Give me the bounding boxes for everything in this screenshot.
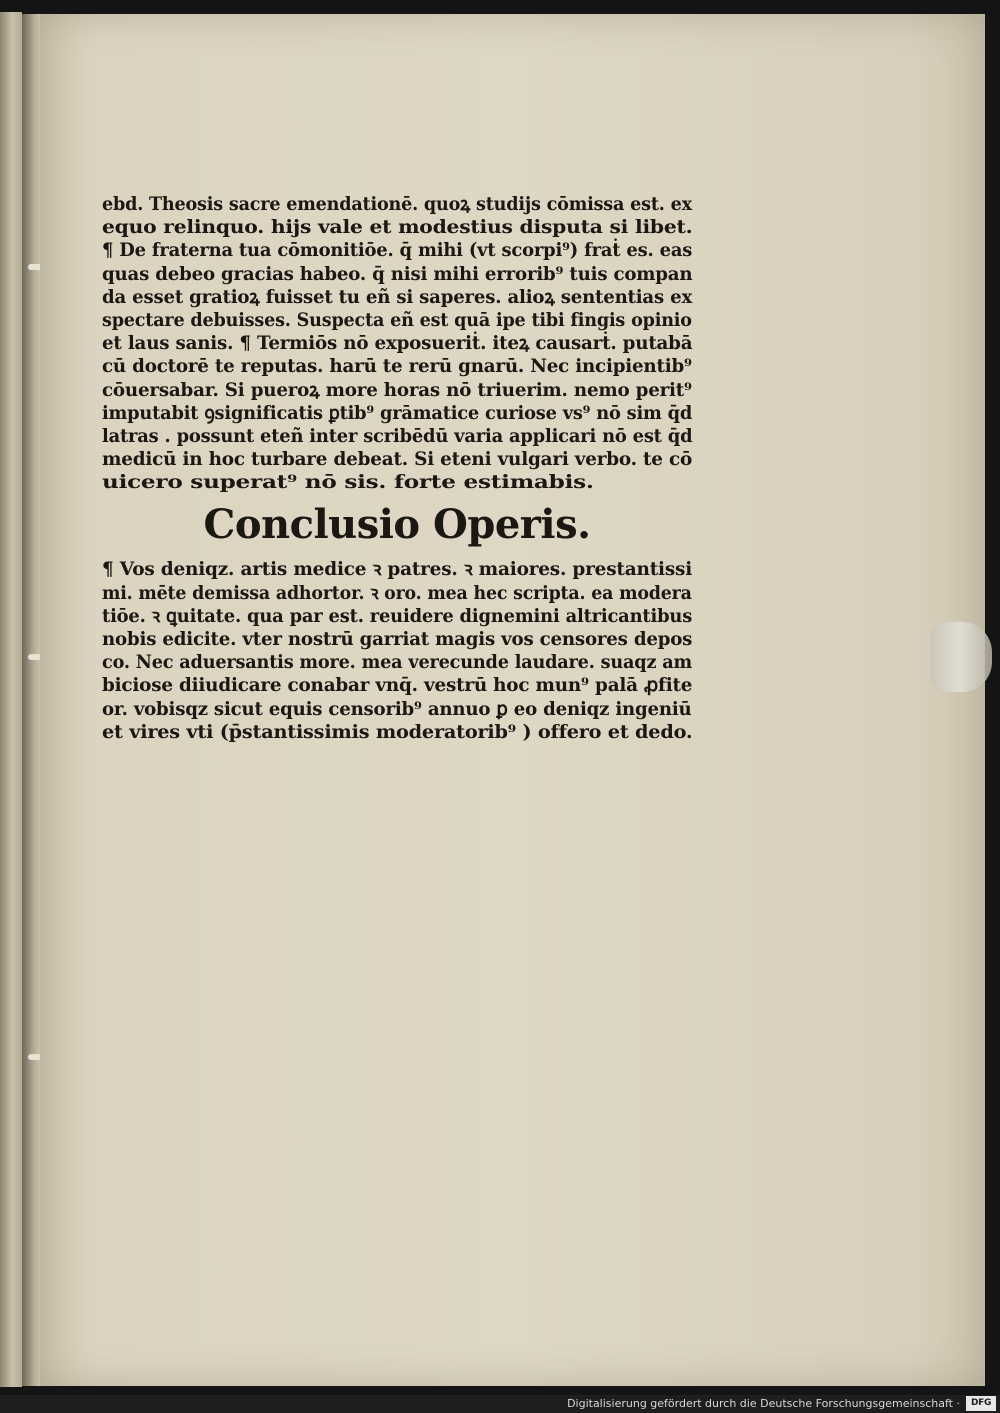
dfg-logo: DFG: [966, 1396, 996, 1411]
text-line: mi. mēte demissa adhortor. ꝛ oro. mea hec scripta. ea modera: [102, 582, 692, 604]
section-heading: Conclusio Operis.: [203, 501, 591, 549]
text-line: cū doctorē te reputas. harū te rerū gnarū. Nec incipientib⁹: [102, 356, 692, 378]
text-line: et laus sanis. ¶ Termiōs nō exposueriṫ. iteꝝ causarṫ. putabā: [102, 333, 693, 355]
funding-text: Digitalisierung gefördert durch die Deutsche Forschungsgemeinschaft: [567, 1397, 953, 1410]
text-line: tiōe. ꝛ ꝗuitate. qua par est. reuidere dignemini altricantibus: [102, 605, 693, 627]
text-line: latras . possunt eteñ inter scribēdū varia applicari nō est q̄d: [102, 425, 693, 447]
page-tab-clip: [930, 622, 992, 692]
text-line: quas debeo gracias habeo. q̄ nisi mihi errorib⁹ tuis compan: [102, 263, 693, 285]
text-line: equo relinquo. hijs vale et modestius disputa si libet.: [102, 217, 693, 239]
footer-separator: ·: [956, 1397, 960, 1410]
text-line: cōuersabar. Si pueroꝝ more horas nō triuerim. nemo perit⁹: [102, 379, 692, 401]
text-line: imputabit ꝯsignificatis ꝑtib⁹ grāmatice curiose vs⁹ nō sim q̄d: [102, 402, 693, 424]
text-line: ¶ Vos deniqz. artis medice ꝛ patres. ꝛ maiores. prestantissi: [102, 559, 693, 581]
text-line: ¶ De fraterna tua cōmonitiōe. q̄ mihi (vt scorpi⁹) fraṫ es. eas: [102, 240, 693, 262]
text-block: [102, 193, 692, 744]
text-line: et vires vti (p̄stantissimis moderatorib⁹ ) offero et dedo.: [102, 721, 693, 743]
footer-funding: [567, 1397, 960, 1411]
left-page-edge: [0, 12, 22, 1387]
text-line: da esset gratioꝝ fuisset tu eñ si saperes. alioꝝ sententias ex: [102, 286, 693, 308]
footer-bar: [0, 1395, 1000, 1413]
text-line: ebd. Theosis sacre emendationē. quoꝝ studijs cōmissa est. ex: [102, 194, 692, 215]
text-line: biciose diiudicare conabar vnq̄. vestrū hoc mun⁹ palā ꝓfite: [102, 675, 693, 697]
text-line: or. vobisqz sicut equis censorib⁹ annuo ꝑ eo deniqz ingeniū: [102, 698, 692, 720]
paragraph-part1: [102, 193, 692, 494]
paragraph-part2: [102, 558, 692, 744]
text-line: nobis edicite. vter nostrū garriat magis vos censores depos: [102, 629, 693, 650]
text-line: co. Nec aduersantis more. mea verecunde laudare. suaqz am: [102, 652, 693, 674]
text-line: spectare debuisses. Suspecta eñ est quā ipe tibi fingis opinio: [102, 309, 692, 331]
text-line: uicero superat⁹ nō sis. forte estimabis.: [102, 472, 594, 494]
text-line: medicū in hoc turbare debeat. Si eteni vulgari verbo. te cō: [102, 449, 693, 471]
